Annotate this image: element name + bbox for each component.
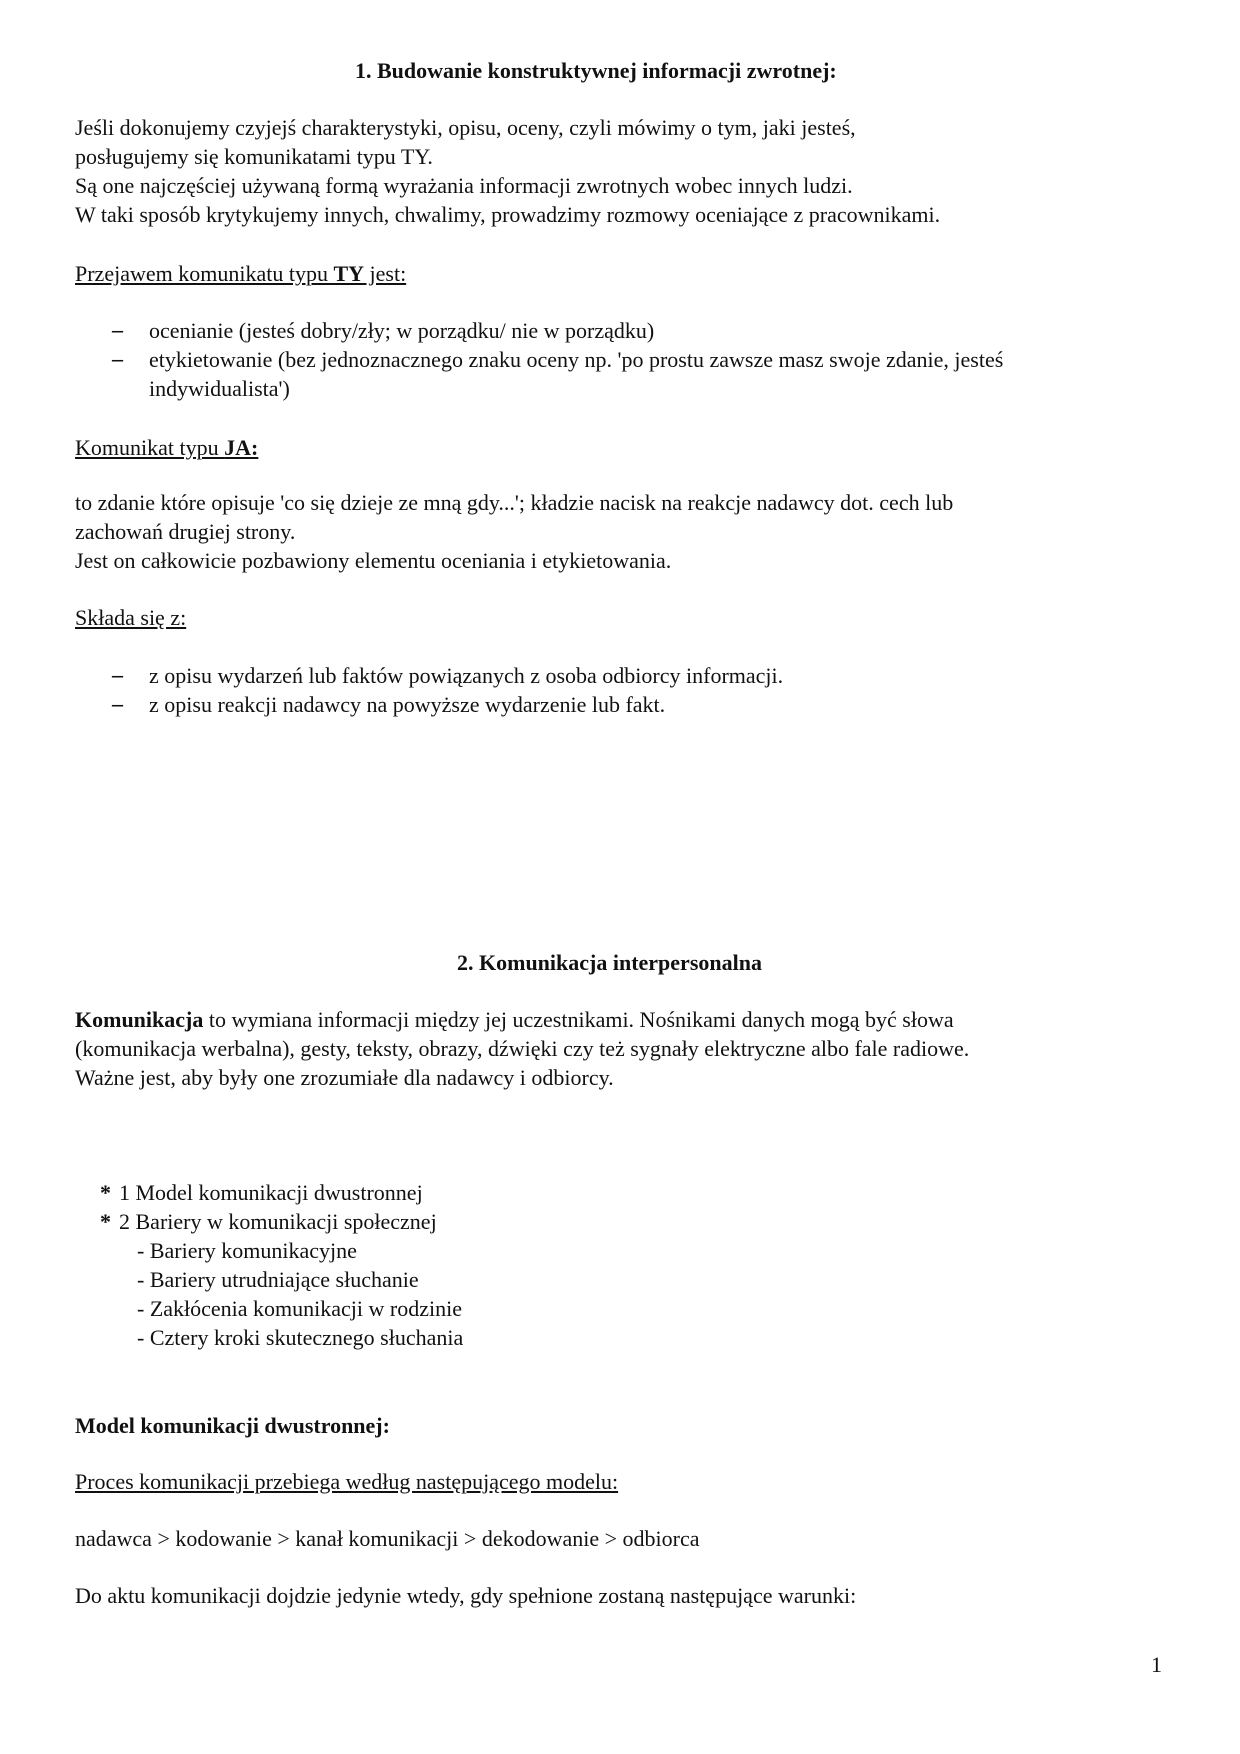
ty-subheading-bold: TY <box>333 261 365 286</box>
ty-item-1: ocenianie (jesteś dobry/zły; w porządku/ nie w porządku) <box>149 318 655 343</box>
sklada-subheading: Składa się z: <box>75 605 187 630</box>
toc-sub-4: - Cztery kroki skutecznego słuchania <box>137 1325 464 1350</box>
dash-bullet: – <box>112 346 123 371</box>
toc-sub-1: - Bariery komunikacyjne <box>137 1238 357 1263</box>
definition-line-1 <box>75 1005 954 1034</box>
toc-item-1: 1 Model komunikacji dwustronnej <box>119 1180 423 1205</box>
ja-subheading <box>75 433 258 462</box>
ja-subheading-bold: JA: <box>224 435 259 460</box>
intro-line-2: posługujemy się komunikatami typu TY. <box>75 144 433 169</box>
dash-bullet: – <box>112 691 123 716</box>
section-2-heading: 2. Komunikacja interpersonalna <box>457 950 762 975</box>
dash-bullet: – <box>112 317 123 342</box>
section-1-heading: 1. Budowanie konstruktywnej informacji zwrotnej: <box>355 58 837 83</box>
asterisk-bullet: * <box>100 1209 111 1234</box>
definition-rest: to wymiana informacji między jej uczestnikami. Nośnikami danych mogą być słowa <box>203 1007 954 1032</box>
intro-line-4: W taki sposób krytykujemy innych, chwalimy, prowadzimy rozmowy oceniające z pracownikami. <box>75 202 941 227</box>
toc-sub-3: - Zakłócenia komunikacji w rodzinie <box>137 1296 462 1321</box>
sklada-item-2: z opisu reakcji nadawcy na powyższe wydarzenie lub fakt. <box>149 692 666 717</box>
toc-item-2: 2 Bariery w komunikacji społecznej <box>119 1209 437 1234</box>
ty-subheading-pre: Przejawem komunikatu typu <box>75 261 334 286</box>
page-number: 1 <box>1151 1652 1162 1677</box>
ja-subheading-pre: Komunikat typu <box>75 435 225 460</box>
ja-text-1: to zdanie które opisuje 'co się dzieje ze mną gdy...'; kładzie nacisk na reakcje nadawcy dot. cech lub <box>75 490 954 515</box>
asterisk-bullet: * <box>100 1180 111 1205</box>
dash-bullet: – <box>112 662 123 687</box>
intro-line-1: Jeśli dokonujemy czyjejś charakterystyki, opisu, oceny, czyli mówimy o tym, jaki jesteś, <box>75 115 856 140</box>
conditions-line: Do aktu komunikacji dojdzie jedynie wtedy, gdy spełnione zostaną następujące warunki: <box>75 1583 857 1608</box>
definition-line-2: (komunikacja werbalna), gesty, teksty, obrazy, dźwięki czy też sygnały elektryczne albo fale radiowe. <box>75 1036 970 1061</box>
ty-item-2: etykietowanie (bez jednoznacznego znaku oceny np. 'po prostu zawsze masz swoje zdanie, jesteś <box>149 347 1004 372</box>
ty-item-2-cont: indywidualista') <box>149 376 290 401</box>
sklada-item-1: z opisu wydarzeń lub faktów powiązanych z osoba odbiorcy informacji. <box>149 663 784 688</box>
definition-term: Komunikacja <box>75 1007 204 1032</box>
ty-subheading-post: jest: <box>364 261 407 286</box>
communication-chain: nadawca > kodowanie > kanał komunikacji > dekodowanie > odbiorca <box>75 1526 700 1551</box>
ja-text-3: Jest on całkowicie pozbawiony elementu oceniania i etykietowania. <box>75 548 672 573</box>
intro-line-3: Są one najczęściej używaną formą wyrażania informacji zwrotnych wobec innych ludzi. <box>75 173 853 198</box>
ja-text-2: zachowań drugiej strony. <box>75 519 296 544</box>
toc-sub-2: - Bariery utrudniające słuchanie <box>137 1267 419 1292</box>
definition-line-3: Ważne jest, aby były one zrozumiałe dla nadawcy i odbiorcy. <box>75 1065 614 1090</box>
ty-subheading <box>75 259 406 288</box>
model-heading: Model komunikacji dwustronnej: <box>75 1413 390 1438</box>
proces-subheading: Proces komunikacji przebiega według następującego modelu: <box>75 1469 619 1494</box>
